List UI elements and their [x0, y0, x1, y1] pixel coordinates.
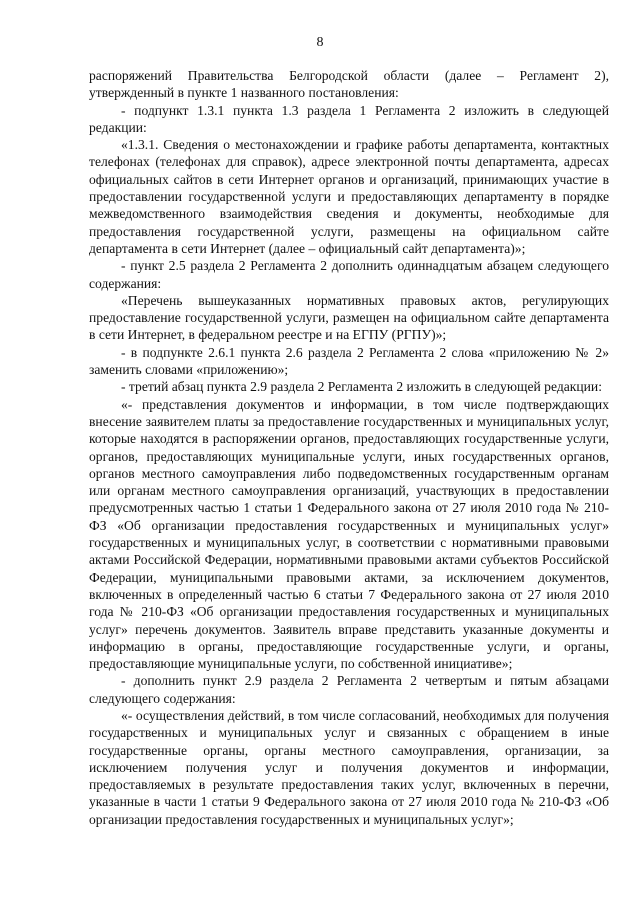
document-body — [89, 67, 609, 828]
paragraph-quote-2-9-add: «- осуществления действий, в том числе согласований, необходимых для получения государственных и муниципальных услуг и связанных с обращением в иные государственные органы, органы местного самоуправления, организации, за исключением получения услуг и получения документов и информации, предоставляемых в результате предоставления таких услуг, включенных в перечни, указанные в части 1 статьи 9 Федерального закона от 27 июля 2010 года № 210-ФЗ «Об организации предоставления государственных и муниципальных услуг»; — [89, 707, 609, 827]
page-number: 8 — [316, 35, 324, 50]
paragraph-item-2-9-third: - третий абзац пункта 2.9 раздела 2 Регламента 2 изложить в следующей редакции: — [121, 379, 602, 395]
paragraph-item-1-3-1: - подпункт 1.3.1 пункта 1.3 раздела 1 Регламента 2 изложить в следующей редакции: — [89, 102, 609, 135]
paragraph-quote-2-9-third: «- представления документов и информации, в том числе подтверждающих внесение заявителем платы за предоставление государственных и муниципальных услуг, которые находятся в распоряжении органов, предоставляющих государственные услуги, органов, предоставляющих муниципальные услуги, иных государственных органов, органов местного самоуправления либо подведомственных государственным органам или органам местного самоуправления организаций, участвующих в предоставлении предусмотренных частью 1 статьи 1 Федерального закона от 27 июля 2010 года № 210-ФЗ «Об организации предоставления государственных и муниципальных услуг» государственных и муниципальных услуг, в соответствии с нормативными правовыми актами Российской Федерации, нормативными правовыми актами субъектов Российской Федерации, муниципальными правовыми актами, за исключением документов, включенных в определенный частью 6 статьи 7 Федерального закона от 27 июля 2010 года № 210-ФЗ «Об организации предоставления государственных и муниципальных услуг» перечень документов. Заявитель вправе представить указанные документы и информацию в органы, предоставляющие государственные услуги, и органы, предоставляющие муниципальные услуги, по собственной инициативе»; — [89, 396, 609, 672]
paragraph-quote-2-5: «Перечень вышеуказанных нормативных правовых актов, регулирующих предоставление государственной услуги, размещен на официальном сайте департамента в сети Интернет, в федеральном реестре и на ЕГПУ (РГПУ)»; — [89, 292, 609, 343]
paragraph-item-2-9-add: - дополнить пункт 2.9 раздела 2 Регламента 2 четвертым и пятым абзацами следующего содержания: — [89, 673, 609, 706]
paragraph-item-2-5: - пункт 2.5 раздела 2 Регламента 2 дополнить одиннадцатым абзацем следующего содержания: — [89, 258, 609, 291]
paragraph-item-2-6-1: - в подпункте 2.6.1 пункта 2.6 раздела 2 Регламента 2 слова «приложению № 2» заменить словами «приложению»; — [89, 344, 609, 378]
paragraph-quote-1-3-1: «1.3.1. Сведения о местонахождении и графике работы департамента, контактных телефонах (телефонах для справок), адресе электронной почты департамента, адресах официальных сайтов в сети Интернет органов и организаций, принимающих участие в предоставлении государственной услуги и предоставляющих департаменту в порядке межведомственного взаимодействия сведения и документы, необходимые для предоставления государственной услуги, размещены на официальном сайте департамента в сети Интернет (далее – официальный сайт департамента)»; — [89, 137, 609, 256]
paragraph-intro: распоряжений Правительства Белгородской области (далее – Регламент 2), утвержденный в пункте 1 названного постановления: — [89, 68, 609, 101]
